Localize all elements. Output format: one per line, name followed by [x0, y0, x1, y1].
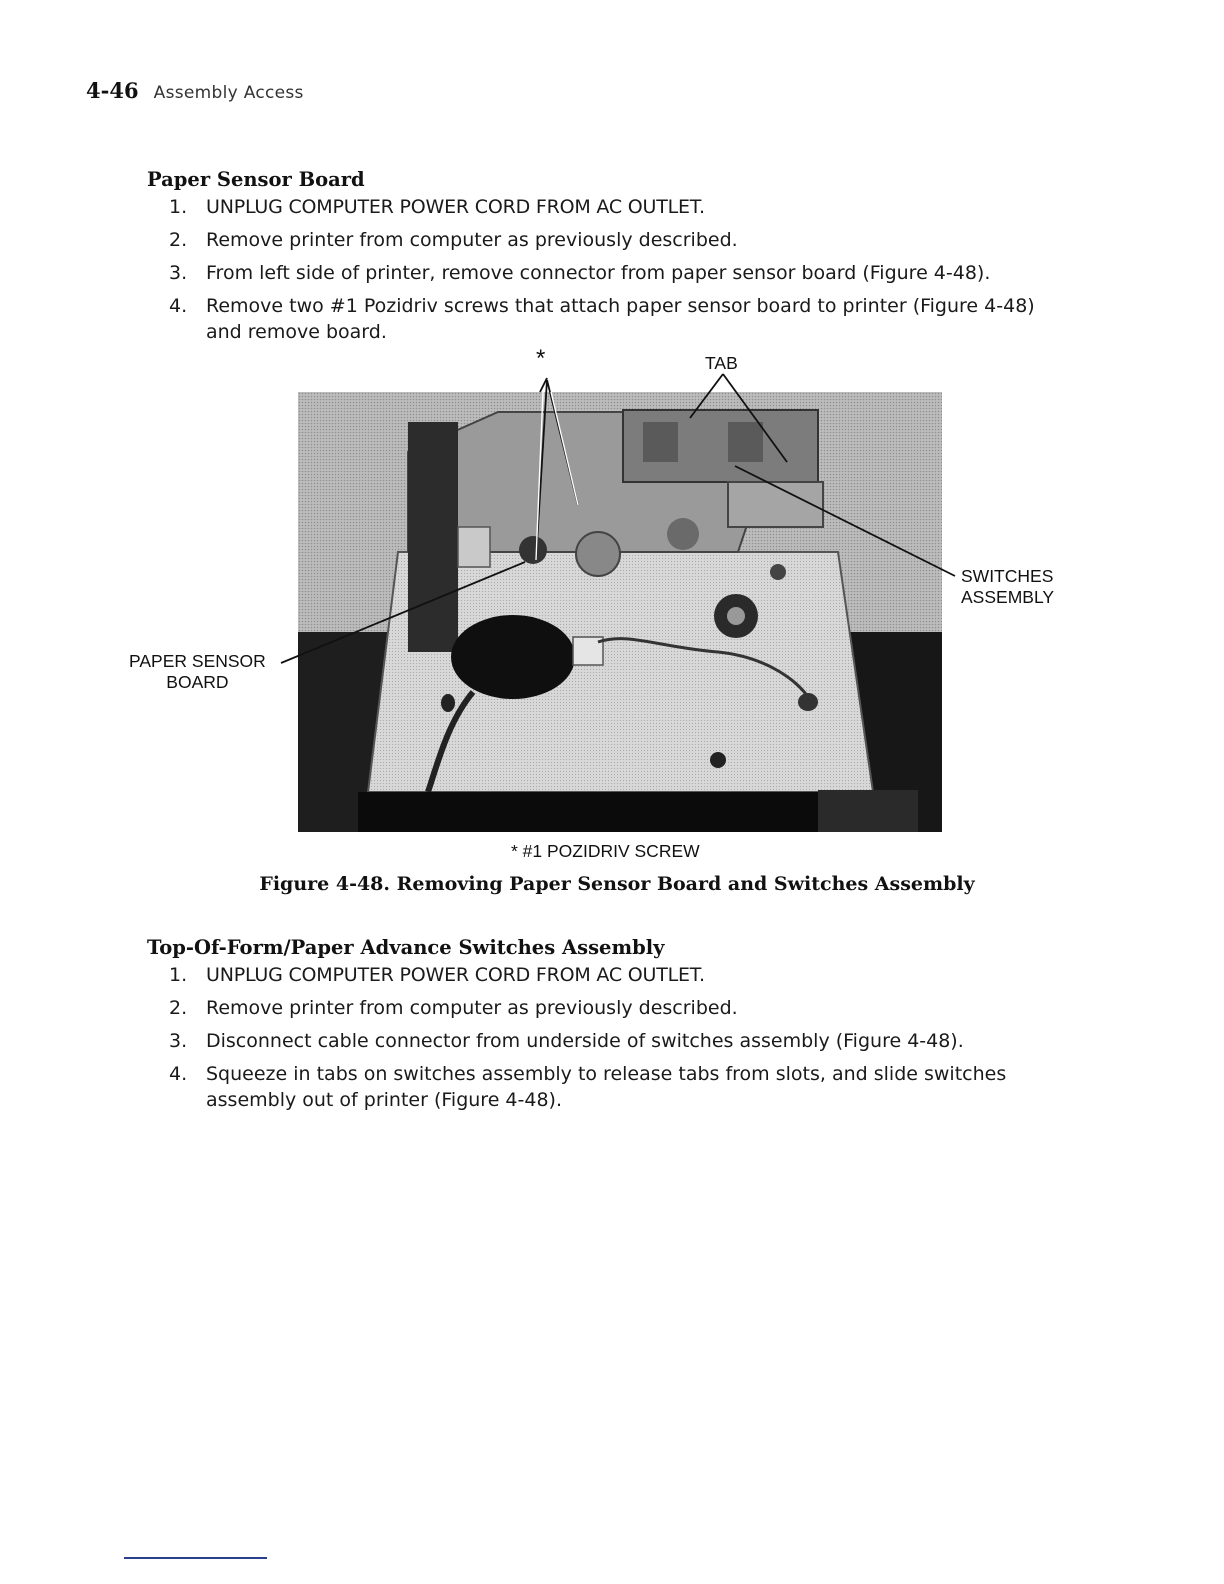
paper-sensor-board-callout [129, 651, 266, 693]
callout-line: BOARD [166, 672, 229, 692]
step-item [166, 1028, 1066, 1054]
step-text: Disconnect cable connector from underside of switches assembly (Figure 4-48). [206, 1030, 964, 1052]
callout-line: ASSEMBLY [961, 587, 1055, 607]
asterisk-callout: * [536, 345, 546, 372]
step-number: 1. [169, 196, 188, 218]
step-text: Remove printer from computer as previously described. [206, 229, 738, 251]
callout-line: SWITCHES [961, 566, 1054, 586]
figure-caption: Figure 4-48. Removing Paper Sensor Board and Switches Assembly [259, 873, 975, 895]
step-number: 4. [169, 1063, 188, 1085]
steps-list-switches-assembly [166, 962, 1066, 1120]
step-text: Remove printer from computer as previously described. [206, 997, 738, 1019]
callout-line: PAPER SENSOR [129, 651, 266, 671]
step-text: Squeeze in tabs on switches assembly to release tabs from slots, and slide switches assembly out of printer (Figure 4-48). [206, 1063, 1007, 1111]
step-item [166, 1061, 1066, 1113]
page-number: 4-46 [86, 78, 139, 103]
figure-legend: * #1 POZIDRIV SCREW [511, 841, 700, 861]
step-number: 1. [169, 964, 188, 986]
tab-callout: TAB [705, 353, 738, 373]
step-item [166, 995, 1066, 1021]
switches-assembly-callout [961, 566, 1054, 608]
step-number: 3. [169, 262, 188, 284]
step-number: 2. [169, 229, 188, 251]
step-item [166, 962, 1066, 988]
switches-leader [735, 466, 955, 576]
tab-leader-left [690, 374, 723, 418]
step-number: 4. [169, 295, 188, 317]
section-heading-paper-sensor-board: Paper Sensor Board [147, 168, 365, 191]
step-number: 2. [169, 997, 188, 1019]
tab-leader-right [723, 374, 787, 462]
running-title: Assembly Access [153, 83, 304, 103]
step-number: 3. [169, 1030, 188, 1052]
step-text: From left side of printer, remove connector from paper sensor board (Figure 4-48). [206, 262, 991, 284]
section-heading-switches-assembly: Top-Of-Form/Paper Advance Switches Assembly [147, 936, 665, 959]
step-text: UNPLUG COMPUTER POWER CORD FROM AC OUTLET. [206, 964, 705, 986]
footer-rule [124, 1557, 267, 1559]
step-text: UNPLUG COMPUTER POWER CORD FROM AC OUTLET. [206, 196, 705, 218]
paper-sensor-leader [281, 562, 525, 663]
step-text: Remove two #1 Pozidriv screws that attach paper sensor board to printer (Figure 4-48) and remove board. [206, 295, 1035, 343]
